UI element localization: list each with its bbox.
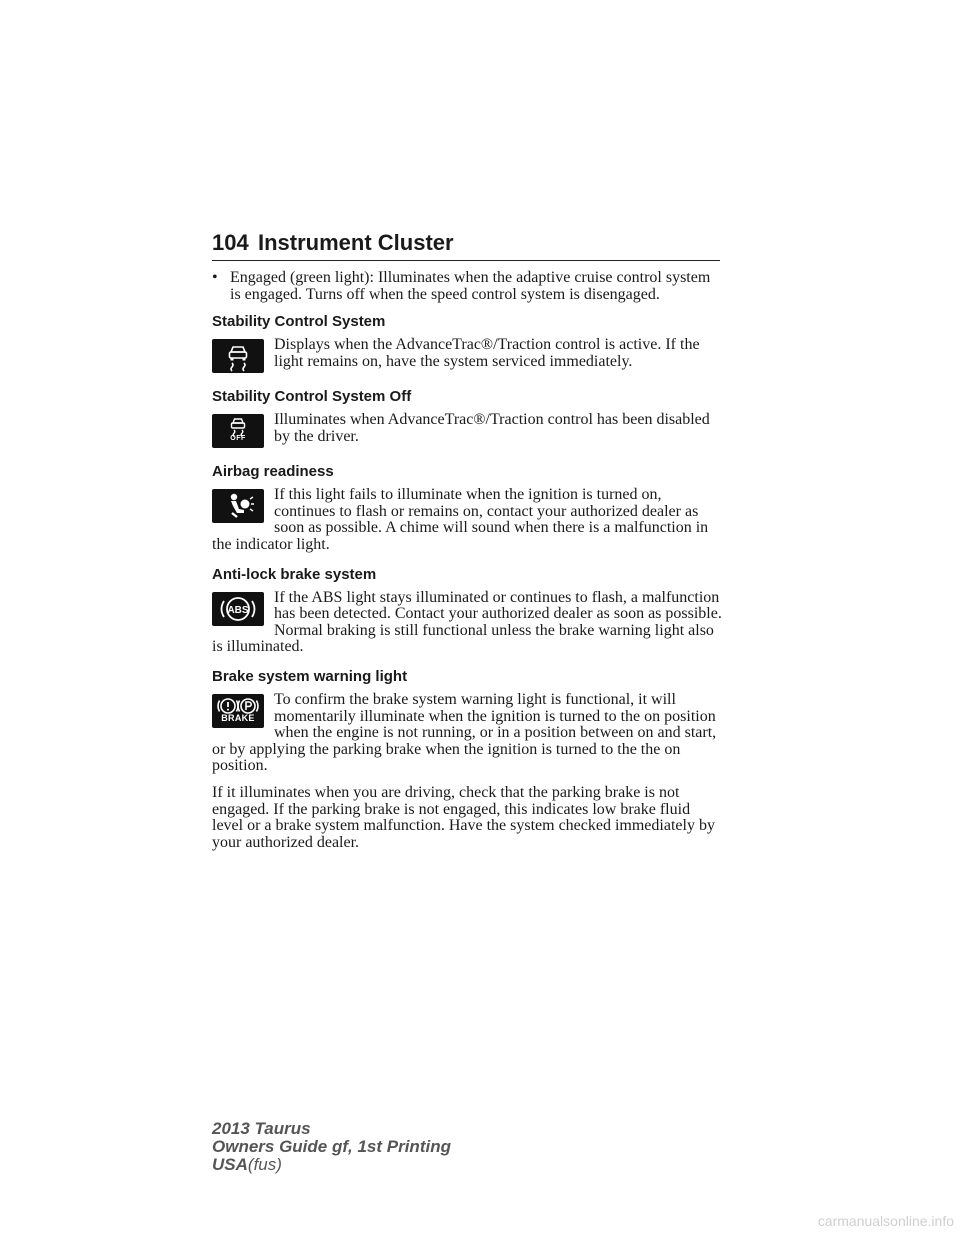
- heading-anti-lock-brake: Anti-lock brake system: [212, 565, 377, 583]
- footer-model: 2013 Taurus: [212, 1119, 311, 1138]
- page-footer: [212, 1120, 451, 1174]
- page-content: [212, 270, 722, 861]
- footer-market: [212, 1156, 451, 1174]
- heading-brake-warning: Brake system warning light: [212, 667, 408, 685]
- entry-airbag-readiness: [212, 487, 722, 553]
- text-anti-lock-brake: If the ABS light stays illuminated or continues to flash, a malfunction has been detected. Contact your authorized dealer as soon as possible. Normal braking is still functional unless the brake warning light also is illuminated.: [212, 588, 722, 656]
- page-number: 104: [212, 230, 249, 255]
- footer-country: USA: [212, 1155, 248, 1174]
- watermark: carmanualsonline.info: [817, 1213, 954, 1229]
- icon-caption-abs: ABS: [227, 604, 249, 616]
- entry-stability-control: [212, 337, 722, 376]
- bullet-item-engaged: [212, 270, 722, 303]
- heading-stability-control: Stability Control System: [212, 313, 386, 331]
- text-airbag-readiness: If this light fails to illuminate when the ignition is turned on, continues to flash or remains on, contact your authorized dealer as soon as possible. A chime will sound when there is a malfunction in the indicator light.: [212, 486, 709, 553]
- header-rule: [212, 260, 720, 261]
- abs-icon: [212, 592, 264, 626]
- entry-anti-lock-brake: [212, 590, 722, 656]
- text-stability-control: Displays when the AdvanceTrac®/Traction control is active. If the light remains on, have the system serviced immediately.: [274, 336, 700, 370]
- heading-stability-control-off: Stability Control System Off: [212, 388, 412, 406]
- text-stability-control-off: Illuminates when AdvanceTrac®/Traction control has been disabled by the driver.: [274, 411, 710, 445]
- text-brake-warning: To confirm the brake system warning light is functional, it will momentarily illuminate when the ignition is turned to the on position when the engine is not running, or in a position between on and start, or by applying the parking brake when the ignition is turned to the the on position.: [212, 690, 717, 775]
- footer-guide: Owners Guide gf, 1st Printing: [212, 1137, 451, 1156]
- airbag-icon: [212, 489, 264, 523]
- entry-brake-warning: [212, 692, 722, 775]
- bullet-glyph: •: [212, 269, 218, 286]
- text-brake-warning-driving: If it illuminates when you are driving, check that the parking brake is not engaged. If the parking brake is not engaged, this indicates low brake fluid level or a brake system malfunction. Have the system checked immediately by your authorized dealer.: [212, 783, 715, 851]
- footer-code: (fus): [247, 1155, 282, 1174]
- traction-control-off-icon: [212, 414, 264, 448]
- page-header: [212, 230, 720, 262]
- icon-caption-brake: BRAKE: [221, 713, 255, 724]
- traction-control-icon: [212, 339, 264, 373]
- bullet-text: Engaged (green light): Illuminates when the adaptive cruise control system is engaged. Turns off when the speed control system is disengaged.: [230, 269, 711, 303]
- section-title: Instrument Cluster: [258, 230, 454, 255]
- entry-stability-control-off: [212, 412, 722, 451]
- brake-warning-icon: [212, 694, 264, 728]
- icon-caption-off: OFF: [230, 434, 246, 442]
- heading-airbag-readiness: Airbag readiness: [212, 463, 334, 481]
